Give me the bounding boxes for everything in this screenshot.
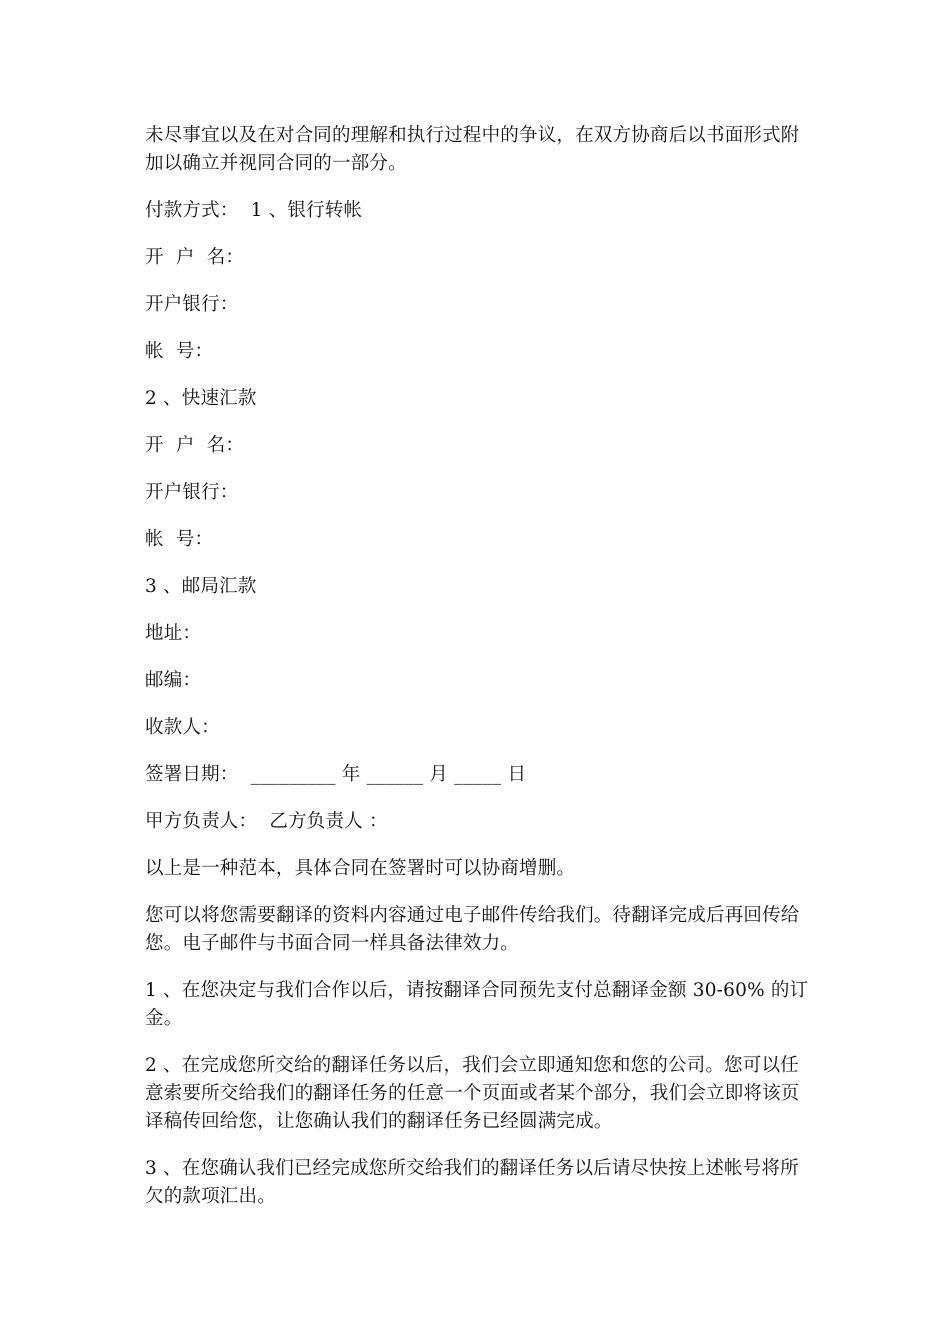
paragraph-email-delivery: 您可以将您需要翻译的资料内容通过电子邮件传给我们。待翻译完成后再回传给您。电子邮件与书面合同一样具备法律效力。 bbox=[145, 905, 800, 954]
paragraph-postcode: 邮编： bbox=[145, 670, 202, 691]
paragraph-signing-date: 签署日期： _________ 年 ______ 月 _____ 日 bbox=[145, 764, 527, 785]
paragraph-account-number-1: 帐 号： bbox=[145, 341, 214, 362]
paragraph-account-number-2: 帐 号： bbox=[145, 529, 214, 550]
paragraph-account-name-2: 开 户 名： bbox=[145, 435, 245, 456]
paragraph-supplementary-terms: 未尽事宜以及在对合同的理解和执行过程中的争议，在双方协商后以书面形式附加以确立并视同合同的一部分。 bbox=[145, 125, 800, 174]
paragraph-bank-1: 开户银行： bbox=[145, 294, 239, 315]
paragraph-responsible-parties: 甲方负责人： 乙方负责人 ： bbox=[145, 811, 388, 832]
paragraph-address: 地址： bbox=[145, 623, 202, 644]
paragraph-payee: 收款人： bbox=[145, 717, 220, 738]
paragraph-template-note: 以上是一种范本，具体合同在签署时可以协商增删。 bbox=[145, 858, 576, 879]
paragraph-postal-remittance: 3 、邮局汇款 bbox=[145, 576, 257, 597]
paragraph-express-remittance: 2 、快速汇款 bbox=[145, 388, 257, 409]
paragraph-step-2: 2 、在完成您所交给的翻译任务以后，我们会立即通知您和您的公司。您可以任意索要所交给我们的翻译任务的任意一个页面或者某个部分，我们会立即将该页译稿传回给您，让您确认我们的翻译任务已经圆满完成。 bbox=[145, 1055, 800, 1132]
document-body bbox=[145, 122, 810, 1230]
paragraph-bank-2: 开户银行： bbox=[145, 482, 239, 503]
paragraph-step-1: 1 、在您决定与我们合作以后，请按翻译合同预先支付总翻译金额 30-60% 的订金。 bbox=[145, 980, 809, 1029]
paragraph-step-3: 3 、在您确认我们已经完成您所交给我们的翻译任务以后请尽快按上述帐号将所欠的款项汇出。 bbox=[145, 1158, 799, 1207]
paragraph-payment-method: 付款方式： 1 、银行转帐 bbox=[145, 200, 363, 221]
paragraph-account-name-1: 开 户 名： bbox=[145, 247, 245, 268]
